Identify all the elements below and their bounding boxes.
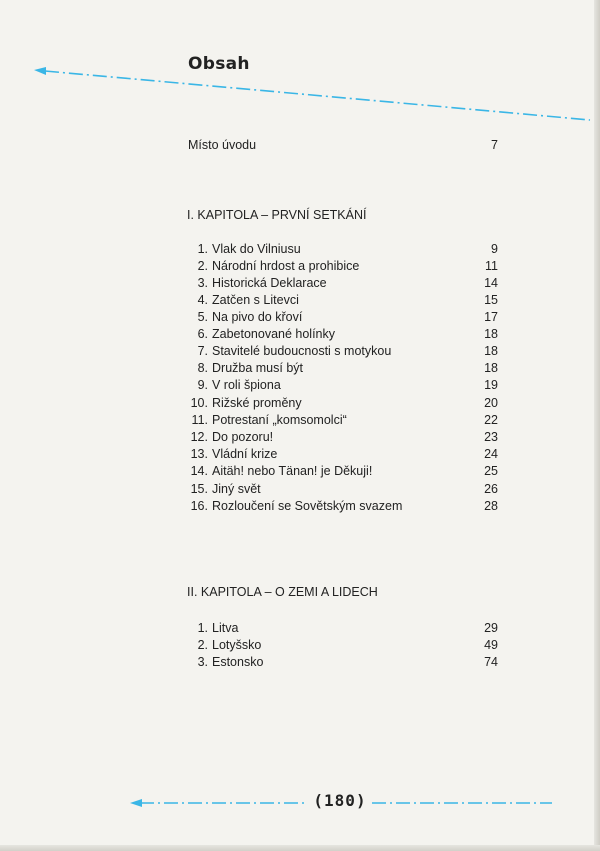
- entry-number: 8.: [197, 361, 208, 375]
- entry-page: 25: [484, 464, 498, 478]
- entry-number: 12.: [190, 430, 208, 444]
- entry-title: Rižské proměny: [212, 396, 302, 410]
- chapter-title: II. KAPITOLA – O ZEMI A LIDECH: [187, 585, 378, 599]
- entry-title: Aitäh! nebo Tänan! je Děkuji!: [212, 464, 373, 478]
- entry-number: 3.: [197, 276, 208, 290]
- entry-title: Vládní krize: [212, 447, 278, 461]
- toc-entry: [186, 377, 281, 394]
- toc-entry: [186, 412, 347, 429]
- entry-page: 17: [484, 310, 498, 324]
- entry-title: Zabetonované holínky: [212, 327, 336, 341]
- entry-title: Litva: [212, 621, 239, 635]
- entry-title: Rozloučení se Sovětským svazem: [212, 499, 403, 513]
- toc-entry: [186, 498, 402, 515]
- arrow-left-icon: [130, 799, 142, 807]
- toc-entry: [186, 326, 335, 343]
- top-dash-line: [34, 67, 590, 120]
- entry-number: 7.: [197, 344, 208, 358]
- entry-title: Zatčen s Litevci: [212, 293, 299, 307]
- entry-page: 18: [484, 327, 498, 341]
- toc-entry: [186, 292, 299, 309]
- entry-number: 11.: [191, 413, 208, 427]
- page-number: (180): [313, 791, 367, 810]
- toc-entry: [186, 258, 359, 275]
- entry-number: 1.: [197, 242, 208, 256]
- toc-entry: [186, 395, 302, 412]
- entry-title: Stavitelé budoucnosti s motykou: [212, 344, 392, 358]
- entry-page: 26: [484, 482, 498, 496]
- entry-title: V roli špiona: [212, 378, 281, 392]
- entry-number: 5.: [197, 310, 208, 324]
- entry-page: 49: [484, 638, 498, 652]
- entry-page: 74: [484, 655, 498, 669]
- toc-entry: [186, 463, 372, 480]
- entry-title: Potrestaní „komsomolci“: [212, 413, 347, 427]
- entry-page: 11: [485, 259, 498, 273]
- entry-title: Jiný svět: [212, 482, 261, 496]
- entry-page: 24: [484, 447, 498, 461]
- entry-page: 18: [484, 344, 498, 358]
- entry-number: 3.: [197, 655, 208, 669]
- toc-entry: [186, 620, 238, 637]
- toc-entry: [186, 429, 273, 446]
- entry-title: Lotyšsko: [212, 638, 262, 652]
- entry-title: Do pozoru!: [212, 430, 274, 444]
- entry-number: 2.: [197, 259, 208, 273]
- toc-entry: [186, 275, 327, 292]
- entry-page: 23: [484, 430, 498, 444]
- entry-number: 14.: [190, 464, 208, 478]
- entry-title: Národní hrdost a prohibice: [212, 259, 360, 273]
- toc-entry: [186, 309, 302, 326]
- entry-number: 15.: [190, 482, 208, 496]
- entry-title: Vlak do Vilniusu: [212, 242, 301, 256]
- entry-number: 1.: [197, 621, 208, 635]
- entry-page: 29: [484, 621, 498, 635]
- toc-entry: [186, 241, 301, 258]
- entry-page: 20: [484, 396, 498, 410]
- entry-number: 6.: [197, 327, 208, 341]
- toc-entry: [186, 343, 391, 360]
- entry-number: 2.: [197, 638, 208, 652]
- entry-number: 13.: [190, 447, 208, 461]
- arrow-left-icon: [34, 67, 46, 75]
- entry-number: 10.: [190, 396, 208, 410]
- entry-title: Historická Deklarace: [212, 276, 327, 290]
- entry-page: 18: [484, 361, 498, 375]
- toc-entry: [186, 637, 261, 654]
- entry-page: 28: [484, 499, 498, 513]
- page-title: Obsah: [188, 54, 250, 74]
- intro-page: 7: [491, 138, 498, 152]
- toc-entry: [186, 481, 261, 498]
- entry-page: 9: [491, 242, 498, 256]
- entry-number: 16.: [190, 499, 208, 513]
- entry-page: 19: [484, 378, 498, 392]
- entry-number: 4.: [197, 293, 208, 307]
- entry-page: 15: [484, 293, 498, 307]
- toc-entry: [186, 446, 277, 463]
- entry-title: Estonsko: [212, 655, 264, 669]
- entry-title: Na pivo do křoví: [212, 310, 303, 324]
- toc-entry: [186, 360, 303, 377]
- chapter-title: I. KAPITOLA – PRVNÍ SETKÁNÍ: [187, 208, 367, 222]
- intro-label: Místo úvodu: [188, 138, 257, 152]
- entry-title: Družba musí být: [212, 361, 304, 375]
- toc-entry: [186, 654, 263, 671]
- entry-page: 22: [484, 413, 498, 427]
- entry-number: 9.: [197, 378, 208, 392]
- entry-page: 14: [484, 276, 498, 290]
